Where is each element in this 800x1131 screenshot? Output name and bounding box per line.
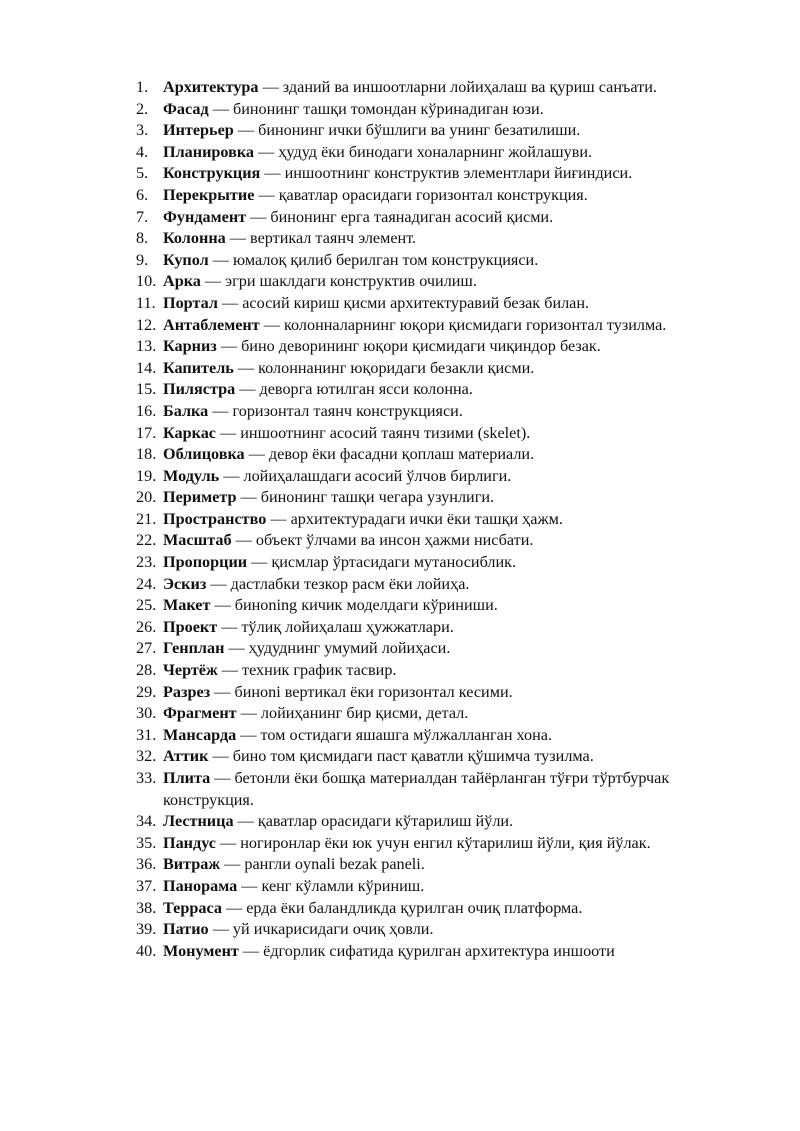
item-definition: — асосий кириш қисми архитектуравий безак билан.: [217, 293, 590, 312]
item-definition: — колоннанинг юқоридаги безакли қисми.: [233, 358, 535, 377]
glossary-item: [136, 552, 751, 574]
item-term: Монумент: [163, 941, 239, 960]
glossary-item: [136, 898, 751, 920]
item-term: Эскиз: [163, 574, 207, 593]
item-definition: — ҳудуд ёки бинодаги хоналарнинг жойлашуви.: [254, 142, 593, 161]
item-term: Панорама: [163, 876, 238, 895]
item-term: Чертёж: [163, 661, 218, 680]
item-definition: — биноni вертикал ёки горизонтал кесими.: [210, 682, 513, 701]
glossary-item: [136, 746, 751, 768]
item-term: Витраж: [163, 855, 221, 874]
item-number: 34.: [136, 812, 157, 831]
item-definition: — қаватлар орасидаги горизонтал конструкция.: [254, 185, 588, 204]
item-definition: — кенг кўламли кўриниш.: [237, 876, 425, 895]
glossary-item: [136, 358, 751, 380]
item-term: Пропорции: [163, 553, 248, 572]
glossary-item: [136, 941, 751, 963]
item-term: Планировка: [163, 142, 255, 161]
item-definition: — девор ёки фасадни қоплаш материали.: [244, 445, 535, 464]
glossary-item: [136, 682, 751, 704]
item-term: Купол: [163, 250, 209, 269]
glossary-item: [136, 423, 751, 445]
item-number: 12.: [136, 315, 157, 334]
glossary-item: [136, 833, 751, 855]
item-term: Каркас: [163, 423, 216, 442]
item-term: Модуль: [163, 466, 220, 485]
item-term: Фрагмент: [163, 704, 237, 723]
item-term: Колонна: [163, 229, 226, 248]
item-definition: — вертикал таянч элемент.: [225, 229, 417, 248]
item-definition: — иншоотнинг асосий таянч тизими (skelet).: [215, 423, 531, 442]
item-definition: — ерда ёки баландликда қурилган очиқ платформа.: [221, 898, 583, 917]
item-number: 13.: [136, 337, 157, 356]
item-term: Пилястра: [163, 380, 236, 399]
item-term: Капитель: [163, 358, 234, 377]
item-term: Интерьер: [163, 121, 234, 140]
item-number: 38.: [136, 898, 157, 917]
item-term: Перекрытие: [163, 185, 255, 204]
glossary-item: [136, 768, 751, 811]
item-definition: — лойиҳанинг бир қисми, детал.: [236, 704, 469, 723]
item-term: Пандус: [163, 833, 216, 852]
glossary-item: [136, 185, 751, 207]
glossary-item: [136, 444, 751, 466]
glossary-item: [136, 574, 751, 596]
item-number: 20.: [136, 488, 157, 507]
item-term: Генплан: [163, 639, 225, 658]
item-definition: — зданий ва иншоотларни лойиҳалаш ва қуриш санъати.: [258, 78, 657, 96]
item-definition: — ёдгорлик сифатида қурилган архитектура иншооти: [238, 941, 615, 960]
item-number: 15.: [136, 380, 157, 399]
item-definition: — бино том қисмидаги паст қаватли қўшимча тузилма.: [208, 747, 594, 766]
glossary-item: [136, 854, 751, 876]
item-number: 27.: [136, 639, 157, 658]
item-term: Облицовка: [163, 445, 245, 464]
glossary-item: [136, 120, 751, 142]
item-definition: — горизонтал таянч конструкцияси.: [208, 401, 463, 420]
item-definition: — бинонинг ташқи томондан кўринадиган юзи.: [208, 99, 544, 118]
item-term: Архитектура: [163, 78, 259, 96]
item-definition: — том остидаги яшашга мўлжалланган хона.: [236, 725, 553, 744]
item-number: 32.: [136, 747, 157, 766]
glossary-item: [136, 250, 751, 272]
item-definition: — бино деворининг юқори қисмидаги чиқиндор безак.: [216, 337, 601, 356]
item-definition: — уй ичкарисидаги очиқ ҳовли.: [208, 920, 434, 939]
glossary-item: [136, 725, 751, 747]
item-definition: — қаватлар орасидаги кўтарилиш йўли.: [233, 812, 514, 831]
item-number: 10.: [136, 272, 157, 291]
item-number: 14.: [136, 358, 157, 377]
glossary-item: [136, 336, 751, 358]
item-number: 40.: [136, 941, 157, 960]
glossary-item: [136, 487, 751, 509]
item-definition: — объект ўлчами ва инсон ҳажми нисбати.: [231, 531, 534, 550]
glossary-item: [136, 919, 751, 941]
item-definition: — архитектурадаги ички ёки ташқи ҳажм.: [266, 509, 563, 528]
item-term: Разрез: [163, 682, 211, 701]
item-definition: — бинонинг ташқи чегара узунлиги.: [236, 488, 495, 507]
glossary-item: [136, 379, 751, 401]
item-definition: — бинонинг ички бўшлиги ва унинг безатилиши.: [233, 121, 581, 140]
item-definition: — эгри шаклдаги конструктив очилиш.: [200, 272, 477, 291]
item-number: 4.: [136, 142, 149, 161]
glossary-item: [136, 315, 751, 337]
item-term: Периметр: [163, 488, 237, 507]
glossary-item: [136, 293, 751, 315]
item-number: 30.: [136, 704, 157, 723]
glossary-item: [136, 142, 751, 164]
item-number: 8.: [136, 229, 149, 248]
item-definition: — қисмлар ўртасидаги мутаносиблик.: [247, 553, 517, 572]
glossary-item: [136, 703, 751, 725]
glossary-item: [136, 466, 751, 488]
item-number: 18.: [136, 445, 157, 464]
item-term: Пространство: [163, 509, 267, 528]
item-number: 1.: [136, 78, 149, 96]
item-definition: — лойиҳалашдаги асосий ўлчов бирлиги.: [219, 466, 512, 485]
item-definition: — рангли oynali bezak paneli.: [220, 855, 425, 874]
glossary-item: [136, 207, 751, 229]
item-definition: — бинонинг ерга таянадиган асосий қисми.: [246, 207, 554, 226]
item-number: 17.: [136, 423, 157, 442]
item-number: 7.: [136, 207, 149, 226]
glossary-item: [136, 617, 751, 639]
item-definition: — юмалоқ қилиб берилган том конструкцияси.: [208, 250, 539, 269]
item-number: 16.: [136, 401, 157, 420]
item-term: Макет: [163, 596, 211, 615]
glossary-item: [136, 271, 751, 293]
item-definition: — дастлабки тезкор расм ёки лойиҳа.: [206, 574, 470, 593]
glossary-item: [136, 876, 751, 898]
item-number: 26.: [136, 617, 157, 636]
glossary-item: [136, 509, 751, 531]
item-term: Балка: [163, 401, 209, 420]
item-number: 3.: [136, 121, 149, 140]
item-number: 22.: [136, 531, 157, 550]
item-term: Плита: [163, 769, 211, 787]
item-term: Терраса: [163, 898, 222, 917]
item-term: Конструкция: [163, 164, 261, 183]
item-term: Антаблемент: [163, 315, 260, 334]
glossary-item: [136, 77, 751, 99]
item-number: 24.: [136, 574, 157, 593]
item-number: 39.: [136, 920, 157, 939]
item-number: 6.: [136, 185, 149, 204]
glossary-item: [136, 401, 751, 423]
item-definition: — техник график тасвир.: [217, 661, 397, 680]
glossary-item: [136, 228, 751, 250]
glossary-item: [136, 530, 751, 552]
glossary-item: [136, 811, 751, 833]
item-term: Карниз: [163, 337, 217, 356]
item-number: 36.: [136, 855, 157, 874]
item-number: 31.: [136, 725, 157, 744]
item-number: 25.: [136, 596, 157, 615]
item-term: Фундамент: [163, 207, 247, 226]
item-number: 28.: [136, 661, 157, 680]
item-term: Проект: [163, 617, 218, 636]
item-term: Портал: [163, 293, 218, 312]
item-number: 35.: [136, 833, 157, 852]
glossary-item: [136, 638, 751, 660]
item-definition: — бетонли ёки бошқа материалдан тайёрланган тўғри тўртбурчак конструкция.: [163, 769, 670, 809]
item-term: Арка: [163, 272, 201, 291]
glossary-item: [136, 163, 751, 185]
item-number: 21.: [136, 509, 157, 528]
item-number: 2.: [136, 99, 149, 118]
item-definition: — иншоотнинг конструктив элементлари йиғиндиси.: [260, 164, 633, 183]
item-definition: — колонналарнинг юқори қисмидаги горизонтал тузилма.: [259, 315, 667, 334]
item-number: 33.: [136, 769, 157, 787]
item-number: 23.: [136, 553, 157, 572]
item-number: 11.: [136, 293, 156, 312]
item-term: Аттик: [163, 747, 209, 766]
glossary-item: [136, 99, 751, 121]
item-definition: — ногиронлар ёки юк учун енгил кўтарилиш йўли, қия йўлак.: [215, 833, 651, 852]
item-term: Масштаб: [163, 531, 232, 550]
item-definition: — ҳудуднинг умумий лойиҳаси.: [224, 639, 451, 658]
item-term: Мансарда: [163, 725, 237, 744]
item-definition: — деворга ютилган ясси колонна.: [235, 380, 473, 399]
item-term: Фасад: [163, 99, 209, 118]
item-term: Патио: [163, 920, 209, 939]
item-definition: — тўлиқ лойиҳалаш ҳужжатлари.: [217, 617, 454, 636]
item-number: 29.: [136, 682, 157, 701]
item-definition: — биноning кичик моделдаги кўриниши.: [210, 596, 498, 615]
item-number: 5.: [136, 164, 149, 183]
glossary-item: [136, 660, 751, 682]
item-number: 19.: [136, 466, 157, 485]
item-number: 37.: [136, 876, 157, 895]
glossary-item: [136, 595, 751, 617]
glossary-list: [136, 77, 751, 962]
item-number: 9.: [136, 250, 149, 269]
item-term: Лестница: [163, 812, 234, 831]
